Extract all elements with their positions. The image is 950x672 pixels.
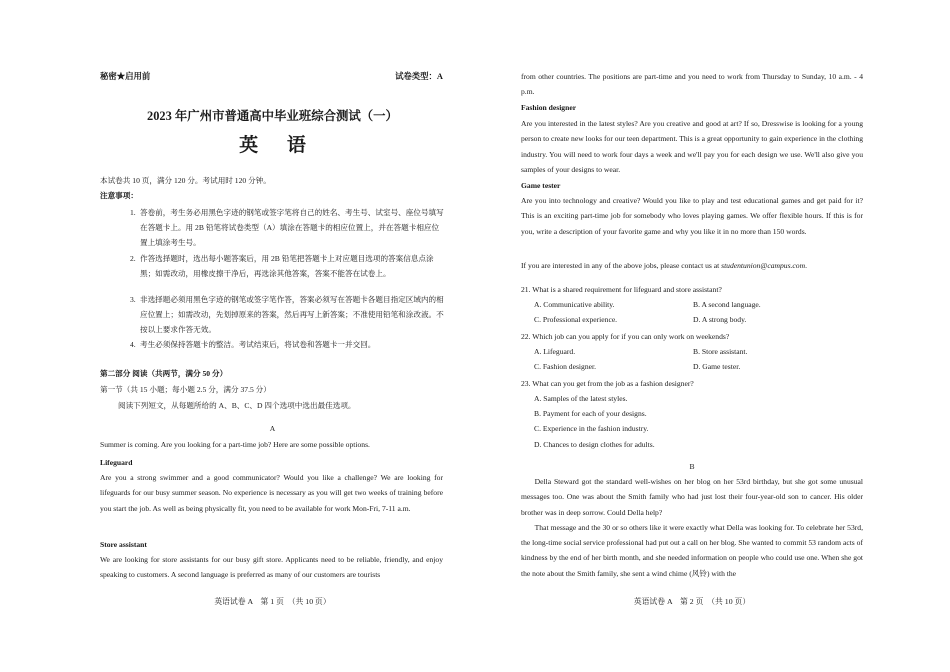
section-title: 第一节（共 15 小题；每小题 2.5 分，满分 37.5 分） (100, 385, 271, 394)
option-21-c: C. Professional experience. (534, 315, 618, 324)
job-text: We are looking for store assistants for our busy gift store. Applicants need to be reliable, friendly, and enjoy speaking to customers. A second language is preferred as many of our customers are tourists (100, 555, 443, 580)
contact-email: studentunion@campus.com (721, 261, 806, 270)
option-23-d: D. Chances to design clothes for adults. (534, 440, 655, 449)
job-text: from other countries. The positions are part-time and you need to work from Thursday to Sunday, 10 a.m. - 4 p.m. (521, 72, 863, 97)
job-description-lifeguard (100, 470, 443, 516)
option-23-b: B. Payment for each of your designs. (534, 409, 647, 418)
option-21-d: D. A strong body. (693, 315, 747, 324)
option-23-a: A. Samples of the latest styles. (534, 394, 628, 403)
passage-b-text (521, 474, 863, 581)
option-21-b: B. A second language. (693, 300, 761, 309)
job-text: Are you into technology and creative? Would you like to play and test educational games and get paid for it? This is an exciting part-time job for somebody who loves playing games. We offer flexible hours. If this is for you, write a description of your favorite game and why you like it in no more than 150 words. (521, 196, 863, 236)
passage-a-intro: Summer is coming. Are you looking for a part-time job? Here are some possible options. (100, 440, 370, 449)
exam-title: 2023 年广州市普通高中毕业班综合测试（一） (147, 109, 398, 123)
notice-item (130, 337, 445, 352)
notice-item (130, 251, 445, 281)
passage-a-label: A (269, 424, 276, 433)
notice-title: 注意事项： (100, 191, 138, 200)
notice-text: 作答选择题时，选出每小题答案后，用 2B 铅笔把答题卡上对应题目选项的答案信息点涂黑；如需改动，用橡皮擦干净后，再选涂其他答案，答案不能答在试卷上。 (140, 254, 434, 279)
option-22-d: D. Game tester. (693, 362, 741, 371)
job-description-store-assistant (100, 552, 443, 583)
notice-text: 答卷前，考生务必用黑色字迹的钢笔或签字笔将自己的姓名、考生号、试室号、座位号填写在答题卡上。用 2B 铅笔将试卷类型（A）填涂在答题卡的相应位置上，并在答题卡相应位置上填涂考生号。 (140, 208, 444, 248)
notice-item (130, 205, 445, 251)
reading-instruction: 阅读下列短文，从每题所给的 A、B、C、D 四个选项中选出最佳选项。 (118, 401, 356, 410)
job-title-fashion-designer: Fashion designer (521, 103, 577, 112)
part-title: 第二部分 阅读（共两节，满分 50 分） (100, 369, 228, 378)
passage-b-paragraph-2: That message and the 30 or so others like it were exactly what Della was looking for. To celebrate her 53rd, the long-time social service professional had put out a call on her blog. She wanted to commit 53 random acts of kindness by the end of her birth month, and she needed information on people who could use one. When she got the note about the Smith family, she sent a wind chime (风铃) with the (521, 522, 863, 578)
passage-b-paragraph-1: Della Steward got the standard well-wishes on her blog on her 53rd birthday, but she got some unusual messages too. One was about the Smith family who had just lost their four-year-old son to cancer. His older brother was in deep sorrow. Could Della help? (521, 477, 863, 517)
question-23: 23. What can you get from the job as a fashion designer? (521, 379, 694, 388)
page-footer: 英语试卷 A 第 2 页 （共 10 页） (633, 597, 751, 606)
job-text: Are you a strong swimmer and a good communicator? Would you like a challenge? We are looking for lifeguards for our busy summer season. No experience is necessary as you will get two weeks of training before you start the job. As well as being physically fit, you need to be available for work Mon-Fri, 7-11 a.m. (100, 473, 443, 513)
contact-text: If you are interested in any of the above jobs, please contact us at (521, 261, 722, 270)
notice-number: 1. (130, 208, 136, 217)
notice-number: 4. (130, 340, 136, 349)
exam-intro: 本试卷共 10 页，满分 120 分。考试用时 120 分钟。 (100, 176, 271, 185)
confidential-label: 秘密★启用前 (100, 72, 151, 81)
job-title-game-tester: Game tester (521, 181, 561, 190)
job-description-game-tester (521, 193, 863, 239)
option-22-a: A. Lifeguard. (534, 347, 576, 356)
option-22-b: B. Store assistant. (693, 347, 748, 356)
subject-title: 英 语 (239, 135, 318, 156)
store-assistant-continued (521, 69, 863, 100)
option-23-c: C. Experience in the fashion industry. (534, 424, 649, 433)
page-footer: 英语试卷 A 第 1 页 （共 10 页） (214, 597, 331, 606)
notice-number: 3. (130, 295, 136, 304)
question-21: 21. What is a shared requirement for lifeguard and store assistant? (521, 285, 722, 294)
paper-type-label: 试卷类型：A (395, 72, 443, 81)
job-description-fashion-designer (521, 116, 863, 177)
notice-item (130, 292, 445, 338)
notice-text: 非选择题必须用黑色字迹的钢笔或签字笔作答，答案必须写在答题卡各题目指定区域内的相应位置上；如需改动，先划掉原来的答案，然后再写上新答案；不准使用铅笔和涂改液。不按以上要求作答无效。 (140, 295, 444, 335)
contact-line (521, 258, 807, 273)
passage-b-label: B (689, 462, 695, 471)
option-22-c: C. Fashion designer. (534, 362, 597, 371)
contact-end: . (805, 261, 807, 270)
notice-text: 考生必须保持答题卡的整洁。考试结束后，将试卷和答题卡一并交回。 (140, 340, 376, 349)
job-title-store-assistant: Store assistant (100, 540, 147, 549)
question-22: 22. Which job can you apply for if you can only work on weekends? (521, 332, 730, 341)
option-21-a: A. Communicative ability. (534, 300, 615, 309)
notice-number: 2. (130, 254, 136, 263)
job-text: Are you interested in the latest styles? Are you creative and good at art? If so, Dresswise is looking for a young person to create new looks for our teen department. This is a great opportunity to gain experience in the clothing industry. You will need to work four days a week and we'll pay you for each design we use. We'll also give you samples of your designs to wear. (521, 119, 863, 174)
job-title-lifeguard: Lifeguard (100, 458, 133, 467)
